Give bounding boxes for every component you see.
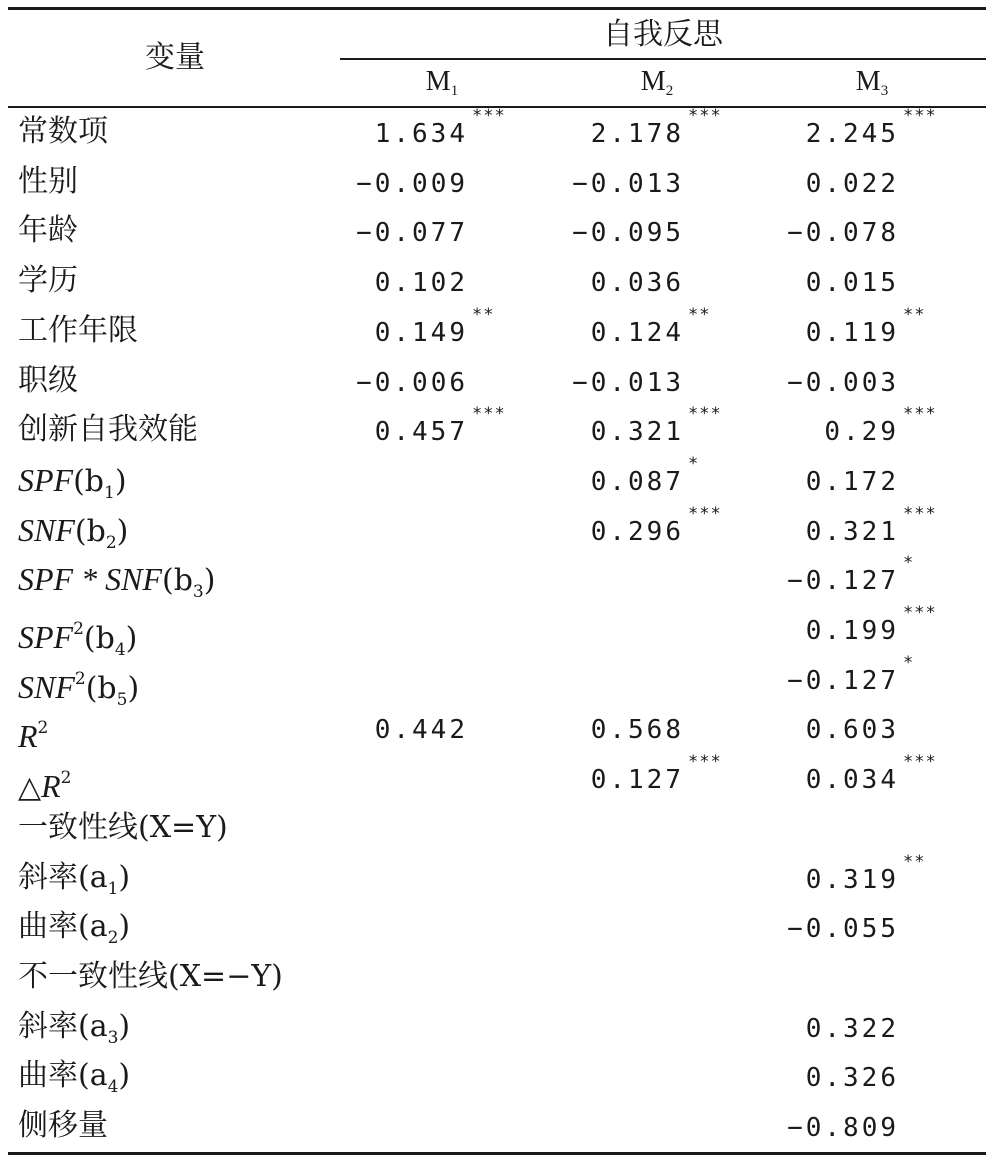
cell-m3 xyxy=(719,903,899,955)
header-model-2: $M_2$ xyxy=(640,66,674,99)
row-label-part: (b xyxy=(85,670,117,706)
cell-m3 xyxy=(719,456,899,508)
cell-value: 0.321 xyxy=(805,516,899,547)
header-variable: 变量 xyxy=(145,40,205,75)
significance-stars: *** xyxy=(903,404,937,425)
significance-stars: *** xyxy=(472,404,506,425)
cell-value: 0.568 xyxy=(590,715,684,746)
row-label-part: 2 xyxy=(37,718,49,739)
cell-value: 1.634 xyxy=(374,119,468,149)
row-label-part: 斜率(a xyxy=(18,859,108,895)
table-row xyxy=(0,1003,992,1053)
cell-m2 xyxy=(504,1052,684,1104)
row-label xyxy=(18,207,78,255)
row-label-part: 学历 xyxy=(18,263,78,299)
cell-value: 0.457 xyxy=(374,417,468,448)
row-label-part: 2 xyxy=(105,532,117,553)
cell-m2 xyxy=(504,304,711,359)
significance-stars: *** xyxy=(903,106,937,126)
table-row xyxy=(0,1102,992,1152)
cell-m3 xyxy=(719,207,899,259)
cell-m2 xyxy=(504,804,684,856)
cell-value: 0.321 xyxy=(590,417,684,448)
row-label-part: 1 xyxy=(107,878,119,899)
cell-m1 xyxy=(288,257,468,309)
significance-stars: * xyxy=(903,652,915,673)
cell-m3 xyxy=(719,257,899,309)
table-row xyxy=(0,704,992,754)
cell-m2 xyxy=(504,357,684,409)
row-label-part: 年龄 xyxy=(18,213,78,249)
row-label-part: SNF xyxy=(18,511,75,548)
cell-m3 xyxy=(719,1003,899,1055)
cell-m3 xyxy=(719,1102,899,1154)
row-label-part: SPF xyxy=(18,619,74,655)
cell-m3 xyxy=(719,1052,899,1104)
cell-m2 xyxy=(504,752,722,806)
cell-m3 xyxy=(719,106,937,160)
cell-value: 0.29 xyxy=(824,417,899,448)
row-label-part: 1 xyxy=(104,482,115,503)
row-label-part: △ xyxy=(18,770,42,806)
row-label-part: ) xyxy=(114,463,127,499)
row-label-part: 曲率(a xyxy=(18,1058,108,1094)
significance-stars: * xyxy=(688,453,700,474)
cell-m2 xyxy=(504,257,684,309)
row-label xyxy=(18,406,198,454)
row-label-part: ) xyxy=(118,909,131,945)
cell-m1 xyxy=(288,158,468,210)
cell-m3 xyxy=(719,953,899,1005)
cell-value: 0.034 xyxy=(805,765,899,796)
row-label-part: 侧移量 xyxy=(18,1108,108,1143)
cell-value: 0.036 xyxy=(590,268,684,299)
row-label-part: ) xyxy=(118,1008,131,1044)
cell-value: 0.199 xyxy=(805,616,899,646)
row-label-part: (b xyxy=(73,463,105,499)
cell-value: −0.006 xyxy=(356,367,468,398)
row-label xyxy=(18,307,138,355)
row-label-part: 工作年限 xyxy=(18,312,138,348)
cell-m3 xyxy=(719,553,915,607)
table-row xyxy=(0,406,992,456)
cell-m2 xyxy=(504,503,722,558)
cell-value: 0.296 xyxy=(590,516,684,547)
row-label-part: 4 xyxy=(114,640,126,660)
header-sub-rule xyxy=(340,58,986,60)
cell-value: 0.124 xyxy=(590,317,684,348)
cell-value: 0.319 xyxy=(805,864,899,895)
cell-m3 xyxy=(719,304,926,359)
cell-value: −0.077 xyxy=(356,218,468,249)
cell-m1 xyxy=(288,903,468,955)
cell-value: 0.102 xyxy=(374,268,468,299)
cell-m2 xyxy=(504,555,684,607)
table-row xyxy=(0,158,992,208)
significance-stars: *** xyxy=(688,106,722,126)
cell-m2 xyxy=(504,655,684,707)
cell-m2 xyxy=(504,1102,684,1154)
cell-value: 0.119 xyxy=(805,317,899,348)
cell-m2 xyxy=(504,106,722,160)
cell-value: 2.245 xyxy=(805,119,899,149)
cell-m1 xyxy=(288,456,468,508)
cell-m1 xyxy=(288,953,468,1005)
row-label-part: 2 xyxy=(107,928,119,949)
table-row xyxy=(0,851,992,904)
row-label-part: SPF * SNF xyxy=(18,561,162,598)
row-label-part: (b xyxy=(161,563,193,599)
cell-value: −0.127 xyxy=(787,665,899,696)
significance-stars: *** xyxy=(688,404,722,425)
table-row xyxy=(0,804,992,854)
row-label xyxy=(18,108,108,156)
table-bottom-rule xyxy=(8,1152,986,1155)
significance-stars: *** xyxy=(688,752,722,773)
cell-m2 xyxy=(504,1003,684,1055)
cell-m3 xyxy=(719,851,926,906)
row-label-part: ) xyxy=(118,1058,131,1094)
row-label-part: 创新自我效能 xyxy=(18,412,198,448)
cell-value: −0.013 xyxy=(572,367,684,398)
table-row xyxy=(0,207,992,257)
row-label-part: R xyxy=(18,718,38,755)
table-row xyxy=(0,503,992,556)
cell-value: 2.178 xyxy=(590,119,684,149)
cell-value: 0.322 xyxy=(805,1013,899,1044)
cell-m3 xyxy=(719,804,899,856)
row-label-part: SPF xyxy=(18,461,74,498)
cell-m1 xyxy=(288,304,495,359)
row-label-part: 5 xyxy=(116,689,128,710)
header-model-1: $M_1$ xyxy=(425,66,459,99)
cell-m1 xyxy=(288,404,506,458)
cell-m1 xyxy=(288,1052,468,1104)
cell-value: −0.809 xyxy=(787,1113,899,1143)
cell-m2 xyxy=(504,953,684,1005)
significance-stars: *** xyxy=(903,503,937,524)
row-label-part: ) xyxy=(118,859,131,895)
cell-m2 xyxy=(504,404,722,458)
cell-m1 xyxy=(288,1003,468,1055)
row-label-part: (b xyxy=(74,513,106,549)
row-label-part: 常数项 xyxy=(18,114,108,149)
row-label-part: 2 xyxy=(60,768,72,789)
cell-m3 xyxy=(719,652,915,707)
cell-m3 xyxy=(719,704,899,756)
cell-m2 xyxy=(504,903,684,955)
cell-m1 xyxy=(288,605,468,657)
table-row xyxy=(0,257,992,307)
table-row xyxy=(0,555,992,605)
cell-m1 xyxy=(288,854,468,906)
cell-m1 xyxy=(288,655,468,707)
row-label-part: 不一致性线(X=−Y) xyxy=(18,958,283,994)
significance-stars: *** xyxy=(472,106,506,126)
cell-value: −0.127 xyxy=(787,566,899,597)
significance-stars: * xyxy=(903,553,915,574)
significance-stars: ** xyxy=(903,304,926,325)
header-group-self-reflection: 自我反思 xyxy=(603,17,723,52)
significance-stars: ** xyxy=(688,304,711,325)
row-label-part: 斜率(a xyxy=(18,1008,108,1044)
cell-m3 xyxy=(719,404,937,458)
cell-value: −0.009 xyxy=(356,168,468,199)
significance-stars: ** xyxy=(903,851,926,872)
cell-m2 xyxy=(504,207,684,259)
cell-m2 xyxy=(504,158,684,210)
cell-value: 0.087 xyxy=(590,466,684,497)
cell-m1 xyxy=(288,754,468,806)
cell-value: 0.442 xyxy=(374,715,468,746)
header-model-3: $M_3$ xyxy=(855,66,889,99)
cell-m2 xyxy=(504,453,700,508)
row-label-part: (b xyxy=(83,621,115,656)
row-label xyxy=(18,1102,108,1150)
cell-value: 0.172 xyxy=(805,466,899,497)
row-label-part: 性别 xyxy=(18,163,78,199)
row-label-part: 3 xyxy=(192,582,204,603)
row-label-part: 职级 xyxy=(18,362,78,398)
cell-value: −0.003 xyxy=(787,367,899,398)
row-label xyxy=(18,357,78,405)
row-label-part: 2 xyxy=(74,668,86,689)
cell-value: 0.149 xyxy=(374,317,468,348)
cell-value: −0.055 xyxy=(787,914,899,945)
row-label-part: ) xyxy=(203,563,216,599)
cell-m3 xyxy=(719,503,937,558)
table-row xyxy=(0,903,992,953)
cell-value: −0.013 xyxy=(572,168,684,199)
cell-value: 0.022 xyxy=(805,168,899,199)
table-top-rule xyxy=(8,7,986,10)
cell-m3 xyxy=(719,603,937,657)
cell-m1 xyxy=(288,207,468,259)
table-row xyxy=(0,603,992,660)
table-row xyxy=(0,304,992,357)
cell-value: 0.326 xyxy=(805,1063,899,1094)
table-row xyxy=(0,1052,992,1102)
cell-value: 0.603 xyxy=(805,715,899,746)
row-label-part: 2 xyxy=(73,619,84,639)
row-label-part: SNF xyxy=(18,668,75,705)
row-label-part: 一致性线(X=Y) xyxy=(18,809,228,845)
cell-value: −0.095 xyxy=(572,218,684,249)
row-label-part: R xyxy=(41,768,61,805)
cell-m2 xyxy=(504,854,684,906)
row-label-part: 曲率(a xyxy=(18,909,108,945)
table-row xyxy=(0,357,992,407)
significance-stars: ** xyxy=(472,304,495,325)
row-label xyxy=(18,158,78,206)
cell-m1 xyxy=(288,506,468,558)
row-label-part: 3 xyxy=(107,1027,119,1048)
table-row xyxy=(0,754,992,804)
cell-m1 xyxy=(288,555,468,607)
row-label xyxy=(18,804,228,852)
row-label-part: 4 xyxy=(107,1077,119,1098)
cell-value: −0.078 xyxy=(787,218,899,249)
significance-stars: *** xyxy=(903,603,937,623)
cell-m1 xyxy=(288,704,468,756)
significance-stars: *** xyxy=(688,503,722,524)
cell-m1 xyxy=(288,1102,468,1154)
table-row xyxy=(0,953,992,1003)
row-label-part: ) xyxy=(116,513,129,549)
row-label xyxy=(18,257,78,305)
row-label-part: ) xyxy=(125,621,138,656)
cell-m3 xyxy=(719,158,899,210)
row-label-part: ) xyxy=(127,670,140,706)
row-label xyxy=(18,953,283,1001)
table-row xyxy=(0,108,992,158)
table-row xyxy=(0,652,992,710)
cell-m3 xyxy=(719,752,937,806)
cell-m1 xyxy=(288,106,506,160)
table-row xyxy=(0,453,992,506)
cell-m2 xyxy=(504,605,684,657)
cell-value: 0.015 xyxy=(805,268,899,299)
cell-m1 xyxy=(288,357,468,409)
significance-stars: *** xyxy=(903,752,937,773)
cell-m3 xyxy=(719,357,899,409)
cell-value: 0.127 xyxy=(590,765,684,796)
cell-m1 xyxy=(288,804,468,856)
cell-m2 xyxy=(504,704,684,756)
